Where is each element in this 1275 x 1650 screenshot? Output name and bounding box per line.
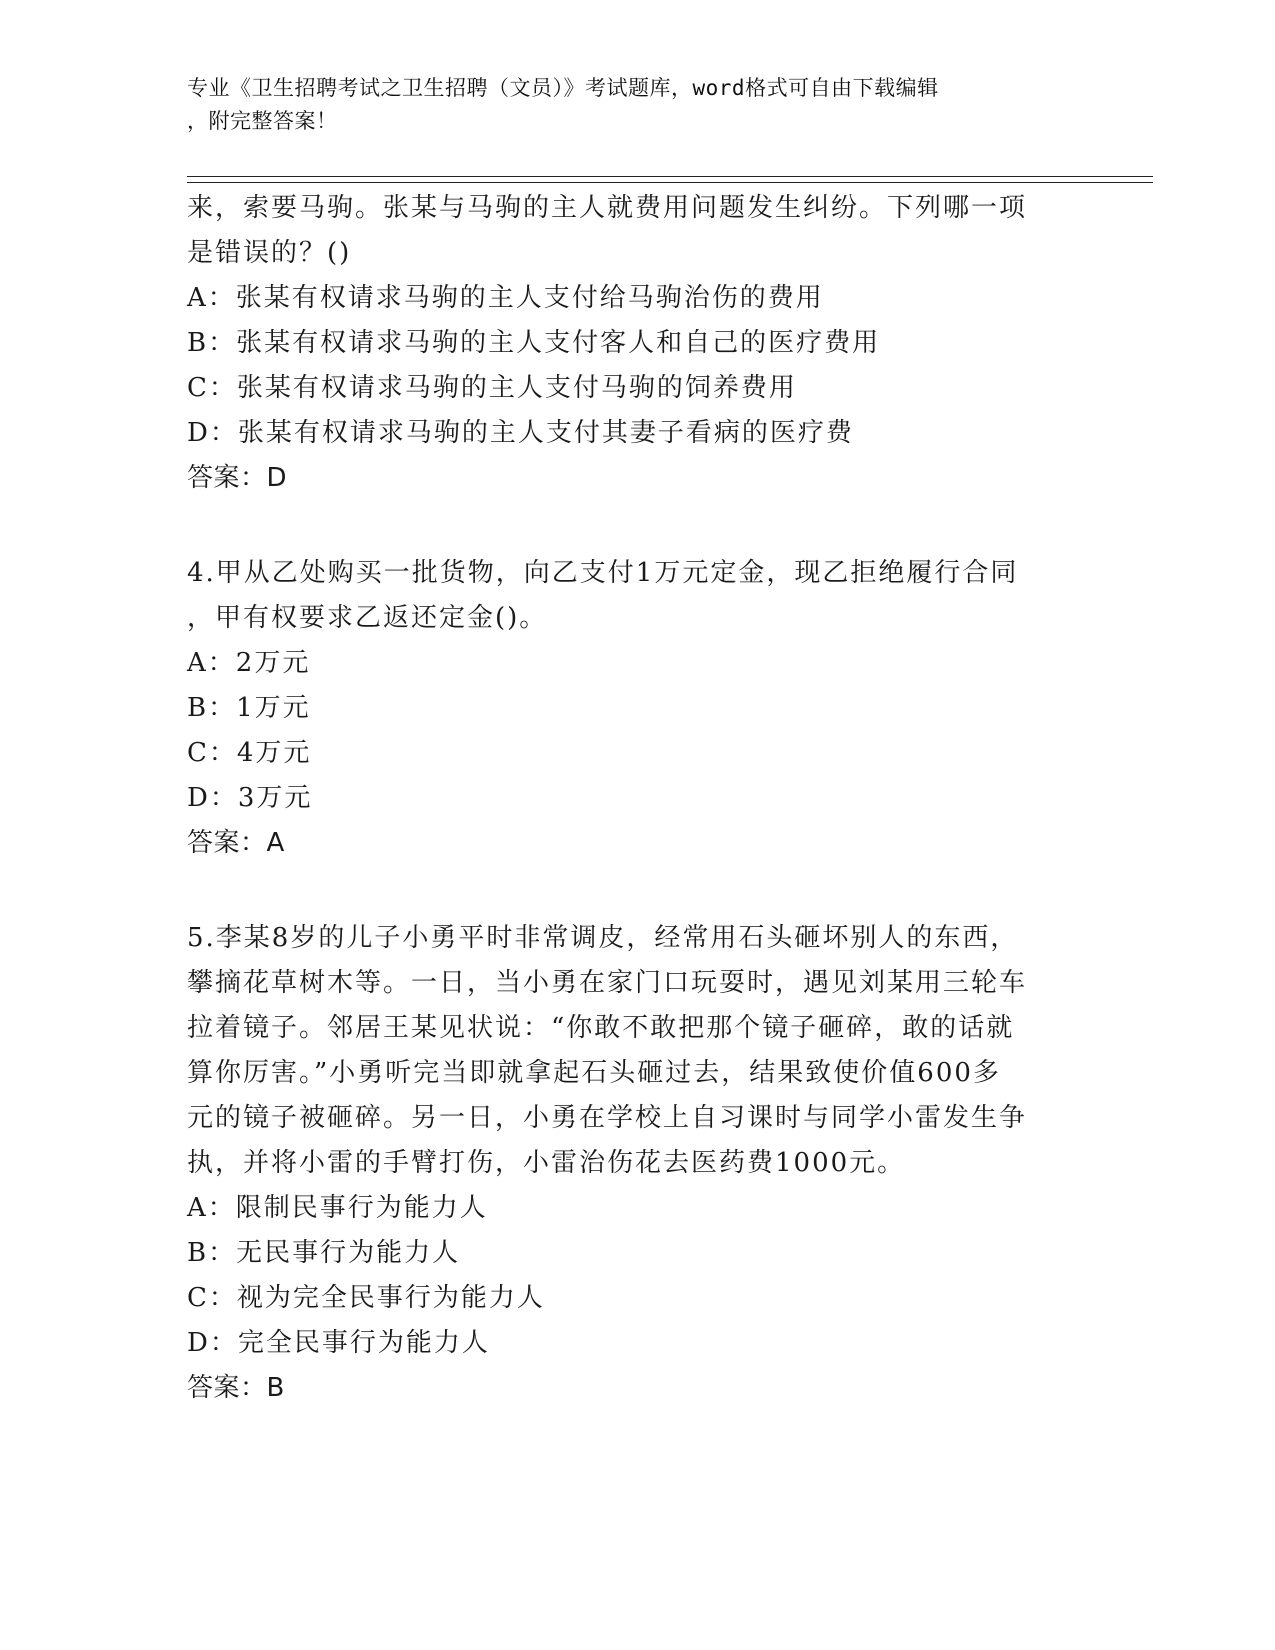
answer-line: 答案：A bbox=[187, 828, 285, 858]
option-d: D：完全民事行为能力人 bbox=[187, 1328, 490, 1358]
option-a: A：限制民事行为能力人 bbox=[187, 1193, 488, 1223]
option-c: C：张某有权请求马驹的主人支付马驹的饲养费用 bbox=[187, 373, 797, 403]
question-stem-line: 算你厉害。”小勇听完当即就拿起石头砸过去，结果致使价值600多 bbox=[187, 1058, 1001, 1088]
header-title-line-1: 专业《卫生招聘考试之卫生招聘（文员）》考试题库，word格式可自由下载编辑 bbox=[187, 76, 939, 100]
answer-line: 答案：D bbox=[187, 463, 288, 493]
question-block-5 bbox=[187, 916, 1067, 1411]
header-title-line-2: ，附完整答案！ bbox=[187, 109, 338, 133]
option-b: B：无民事行为能力人 bbox=[187, 1238, 461, 1268]
option-d: D：张某有权请求马驹的主人支付其妻子看病的医疗费 bbox=[187, 418, 854, 448]
document-header bbox=[187, 72, 1067, 138]
header-divider-bottom bbox=[187, 182, 1153, 183]
question-stem-line: 拉着镜子。邻居王某见状说：“你敢不敢把那个镜子砸碎，敢的话就 bbox=[187, 1013, 1015, 1043]
spacer bbox=[187, 866, 1067, 916]
question-stem-line: 4.甲从乙处购买一批货物，向乙支付1万元定金，现乙拒绝履行合同 bbox=[187, 558, 1019, 588]
option-a: A：张某有权请求马驹的主人支付给马驹治伤的费用 bbox=[187, 283, 824, 313]
question-stem-line: 执，并将小雷的手臂打伤，小雷治伤花去医药费1000元。 bbox=[187, 1148, 906, 1178]
question-stem-line: 5.李某8岁的儿子小勇平时非常调皮，经常用石头砸坏别人的东西， bbox=[187, 923, 1019, 953]
option-a: A：2万元 bbox=[187, 648, 311, 678]
question-stem-line: 攀摘花草树木等。一日，当小勇在家门口玩耍时，遇见刘某用三轮车 bbox=[187, 968, 1028, 998]
question-stem-line: 来，索要马驹。张某与马驹的主人就费用问题发生纠纷。下列哪一项 bbox=[187, 193, 1028, 223]
option-c: C：视为完全民事行为能力人 bbox=[187, 1283, 545, 1313]
option-c: C：4万元 bbox=[187, 738, 312, 768]
option-b: B：1万元 bbox=[187, 693, 311, 723]
answer-line: 答案：B bbox=[187, 1373, 285, 1403]
question-block-3 bbox=[187, 186, 1067, 501]
question-block-4 bbox=[187, 551, 1067, 866]
option-d: D：3万元 bbox=[187, 783, 313, 813]
question-stem-line: 是错误的？() bbox=[187, 238, 352, 268]
question-list bbox=[187, 186, 1067, 1411]
header-divider-top bbox=[187, 176, 1153, 177]
question-stem-line: ，甲有权要求乙返还定金()。 bbox=[187, 603, 548, 633]
spacer bbox=[187, 501, 1067, 551]
option-b: B：张某有权请求马驹的主人支付客人和自己的医疗费用 bbox=[187, 328, 881, 358]
question-stem-line: 元的镜子被砸碎。另一日，小勇在学校上自习课时与同学小雷发生争 bbox=[187, 1103, 1028, 1133]
